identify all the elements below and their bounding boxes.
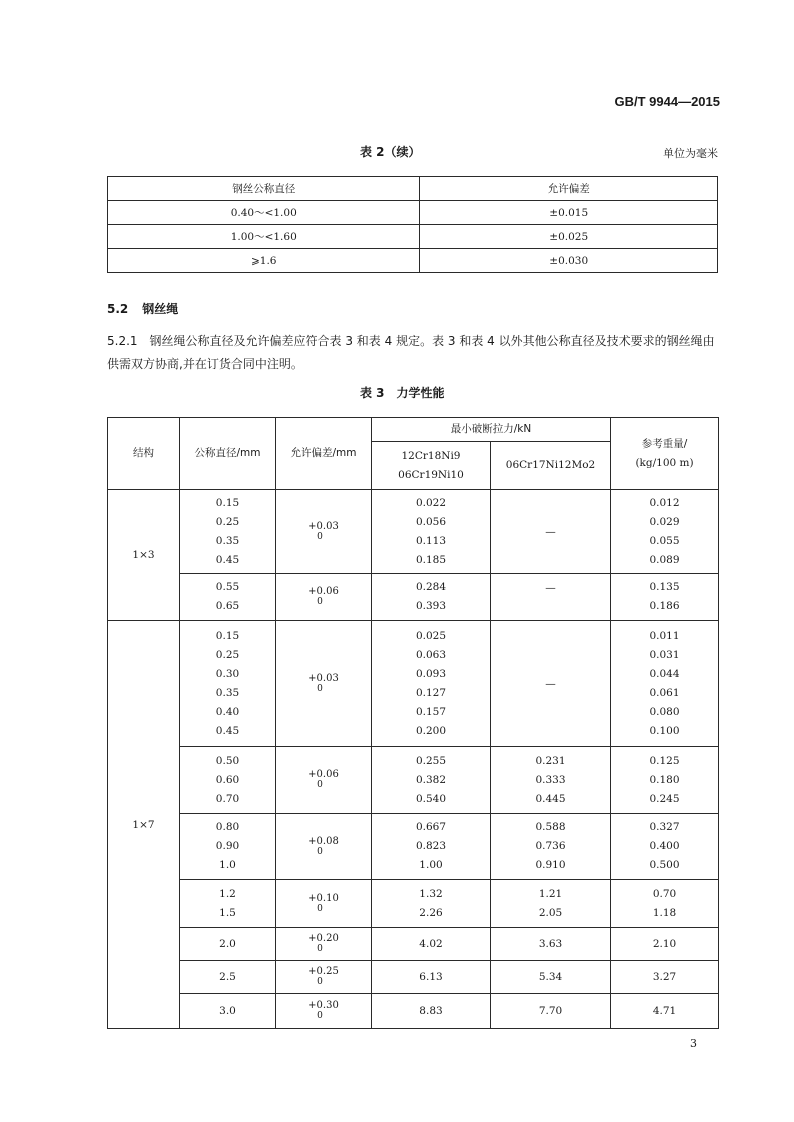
table-row — [108, 574, 719, 621]
structure-cell: 1×7 — [108, 621, 180, 1029]
force-grade1-cell-value: 0.255 — [415, 754, 447, 767]
tolerance-upper: +0.03 — [308, 520, 339, 532]
force-grade1-cell-value: 8.83 — [419, 1004, 443, 1017]
table3 — [107, 417, 719, 1029]
table2-unit: 单位为毫米 — [663, 147, 718, 160]
weight-cell-value: 0.327 — [649, 821, 680, 833]
force-grade1-cell — [372, 994, 491, 1029]
diameter-cell-value: 1.0 — [219, 859, 236, 871]
force-grade2-cell — [491, 490, 611, 574]
diameter-cell-value: 0.45 — [215, 553, 240, 566]
diameter-cell-value: 2.5 — [219, 970, 236, 983]
diameter-cell-value: 2.0 — [219, 937, 236, 950]
header-weight-line2: (kg/100 m) — [635, 456, 694, 469]
force-grade2-cell — [491, 621, 611, 747]
header-tolerance: 允许偏差/mm — [276, 418, 372, 490]
header-grade1 — [372, 442, 491, 490]
tolerance-upper: +0.06 — [308, 586, 339, 597]
weight-cell-value: 0.029 — [649, 515, 680, 528]
weight-cell-value: 0.245 — [649, 792, 680, 805]
table-row — [108, 814, 719, 880]
table-row — [108, 994, 719, 1029]
table2-cell: ±0.015 — [420, 201, 718, 225]
structure-cell: 1×3 — [108, 490, 180, 621]
table2-header-cell: 钢丝公称直径 — [108, 177, 420, 201]
weight-cell-value: 0.089 — [649, 553, 680, 566]
tolerance-upper: +0.20 — [308, 933, 339, 944]
diameter-cell-value: 1.2 — [219, 887, 236, 900]
weight-cell-value: 0.400 — [649, 840, 680, 852]
clause-text: 钢丝绳公称直径及允许偏差应符合表 3 和表 4 规定。表 3 和表 4 以外其他公称直径及技术要求的钢丝绳由供需双方协商,并在订货合同中注明。 — [107, 334, 715, 371]
force-grade1-cell-value: 0.823 — [415, 840, 447, 852]
weight-cell — [611, 621, 719, 747]
diameter-cell-value: 0.70 — [215, 792, 240, 805]
force-grade2-cell-value: 0.333 — [535, 773, 566, 786]
tolerance-upper: +0.25 — [308, 966, 339, 977]
table2 — [107, 176, 718, 273]
diameter-cell-value: 1.5 — [219, 906, 236, 919]
header-structure: 结构 — [108, 418, 180, 490]
diameter-cell — [180, 490, 276, 574]
weight-cell-value: 4.71 — [652, 1004, 677, 1017]
weight-cell-value: 0.061 — [649, 686, 680, 699]
force-grade1-cell-value: 0.127 — [415, 686, 447, 699]
section-title: 钢丝绳 — [142, 302, 179, 316]
tolerance-value — [308, 673, 339, 695]
force-grade1-cell — [372, 490, 491, 574]
force-grade1-cell-value: 0.382 — [415, 773, 447, 786]
diameter-cell-value: 0.25 — [215, 515, 240, 528]
weight-cell-value: 0.080 — [649, 705, 680, 718]
table2-cell: 1.00～<1.60 — [108, 225, 420, 249]
weight-cell-value: 0.70 — [652, 887, 677, 900]
force-grade1-cell-value: 0.185 — [415, 553, 447, 566]
weight-cell-value: 1.18 — [652, 906, 677, 919]
table-row — [108, 225, 718, 249]
force-grade1-cell-value: 0.056 — [415, 515, 447, 528]
tolerance-value — [308, 1000, 339, 1022]
diameter-cell-value: 0.15 — [215, 496, 240, 509]
table-row — [108, 880, 719, 928]
weight-cell — [611, 961, 719, 994]
table3-title: 表 3 力学性能 — [360, 386, 445, 400]
tolerance-cell — [276, 814, 372, 880]
tolerance-value — [308, 586, 339, 608]
weight-cell-value: 0.011 — [649, 629, 680, 642]
force-grade2-cell — [491, 928, 611, 961]
tolerance-lower: 0 — [317, 903, 323, 914]
tolerance-value — [308, 893, 339, 915]
header-diameter: 公称直径/mm — [180, 418, 276, 490]
force-grade1-cell-value: 0.093 — [415, 667, 447, 680]
weight-cell-value: 0.055 — [649, 534, 680, 547]
page-number: 3 — [690, 1037, 697, 1050]
table2-cell: 0.40～<1.00 — [108, 201, 420, 225]
diameter-cell-value: 0.40 — [215, 705, 240, 718]
weight-cell-value: 0.125 — [649, 754, 680, 767]
weight-cell — [611, 928, 719, 961]
tolerance-cell — [276, 490, 372, 574]
force-grade2-cell-value: 3.63 — [538, 937, 563, 950]
tolerance-cell — [276, 747, 372, 814]
tolerance-lower: 0 — [317, 531, 323, 542]
diameter-cell — [180, 961, 276, 994]
diameter-cell — [180, 880, 276, 928]
grade1-line2: 06Cr19Ni10 — [398, 468, 464, 481]
standard-code: GB/T 9944—2015 — [614, 94, 720, 109]
tolerance-upper: +0.10 — [308, 892, 339, 904]
force-grade2-cell-value: 7.70 — [538, 1004, 563, 1017]
table2-cell: ⩾1.6 — [108, 249, 420, 273]
force-grade1-cell-value: 6.13 — [419, 970, 443, 983]
tolerance-lower: 0 — [317, 683, 323, 694]
diameter-cell-value: 0.35 — [215, 686, 240, 699]
diameter-cell-value: 0.15 — [215, 629, 240, 642]
tolerance-cell — [276, 574, 372, 621]
weight-cell-value: 0.186 — [649, 600, 680, 612]
table-row — [108, 490, 719, 574]
force-grade2-cell-value: 0.231 — [535, 754, 566, 767]
diameter-cell-value: 0.45 — [215, 724, 240, 737]
table2-cell: ±0.025 — [420, 225, 718, 249]
weight-cell-value: 2.10 — [652, 937, 677, 950]
force-grade2-cell-value: 0.445 — [535, 792, 566, 805]
force-grade2-cell — [491, 814, 611, 880]
force-grade2-cell — [491, 574, 611, 621]
table3-header-row — [108, 418, 719, 442]
weight-cell-value: 0.500 — [649, 859, 680, 871]
tolerance-cell — [276, 880, 372, 928]
force-grade1-cell-value: 0.540 — [415, 792, 447, 805]
force-grade2-cell-value: 0.736 — [535, 840, 566, 852]
weight-cell-value: 0.135 — [649, 581, 680, 593]
force-grade2-cell-value: 0.588 — [535, 821, 566, 833]
force-grade1-cell-value: 0.113 — [415, 534, 447, 547]
table-row — [108, 621, 719, 747]
header-weight — [611, 418, 719, 490]
table-row — [108, 747, 719, 814]
force-grade1-cell-value: 0.157 — [415, 705, 447, 718]
tolerance-cell — [276, 961, 372, 994]
force-grade1-cell-value: 0.025 — [415, 629, 447, 642]
force-grade1-cell-value: 1.00 — [419, 859, 443, 871]
table-row — [108, 201, 718, 225]
diameter-cell-value: 0.55 — [215, 581, 240, 593]
force-grade2-cell — [491, 880, 611, 928]
diameter-cell-value: 0.25 — [215, 648, 240, 661]
force-grade1-cell — [372, 621, 491, 747]
tolerance-lower: 0 — [317, 944, 323, 954]
not-applicable-dash: — — [545, 677, 556, 690]
tolerance-lower: 0 — [317, 846, 323, 857]
table-row — [108, 961, 719, 994]
force-grade1-cell — [372, 747, 491, 814]
diameter-cell-value: 0.90 — [215, 840, 240, 852]
not-applicable-dash: — — [545, 582, 556, 594]
diameter-cell-value: 0.80 — [215, 821, 240, 833]
table2-header-cell: 允许偏差 — [420, 177, 718, 201]
diameter-cell-value: 0.60 — [215, 773, 240, 786]
tolerance-lower: 0 — [317, 977, 323, 987]
tolerance-value — [308, 966, 339, 988]
header-breaking-force: 最小破断拉力/kN — [372, 418, 611, 442]
force-grade1-cell — [372, 880, 491, 928]
force-grade2-cell-value: 1.21 — [538, 887, 563, 900]
force-grade1-cell-value: 0.284 — [415, 581, 447, 593]
weight-cell — [611, 747, 719, 814]
force-grade1-cell-value: 0.667 — [415, 821, 447, 833]
force-grade2-cell-value: 2.05 — [538, 906, 563, 919]
table-row — [108, 928, 719, 961]
force-grade1-cell-value: 0.063 — [415, 648, 447, 661]
weight-cell — [611, 814, 719, 880]
weight-cell-value: 0.180 — [649, 773, 680, 786]
force-grade2-cell — [491, 994, 611, 1029]
tolerance-upper: +0.30 — [308, 1000, 339, 1011]
diameter-cell — [180, 574, 276, 621]
table2-title: 表 2（续） — [360, 145, 421, 159]
tolerance-cell — [276, 928, 372, 961]
force-grade1-cell-value: 0.393 — [415, 600, 447, 612]
header-grade2: 06Cr17Ni12Mo2 — [491, 442, 611, 490]
tolerance-lower: 0 — [317, 780, 323, 790]
weight-cell-value: 0.044 — [649, 667, 680, 680]
diameter-cell — [180, 928, 276, 961]
diameter-cell — [180, 621, 276, 747]
weight-cell-value: 0.100 — [649, 724, 680, 737]
header-weight-line1: 参考重量/ — [641, 437, 688, 450]
weight-cell-value: 0.012 — [649, 496, 680, 509]
table2-cell: ±0.030 — [420, 249, 718, 273]
tolerance-value — [308, 521, 339, 543]
section-heading — [107, 300, 178, 317]
section-number: 5.2 — [107, 302, 129, 316]
force-grade2-cell-value: 0.910 — [535, 859, 566, 871]
force-grade1-cell-value: 0.022 — [415, 496, 447, 509]
not-applicable-dash: — — [545, 525, 556, 538]
weight-cell-value: 3.27 — [652, 970, 677, 983]
tolerance-upper: +0.08 — [308, 835, 339, 847]
force-grade2-cell — [491, 961, 611, 994]
diameter-cell-value: 0.50 — [215, 754, 240, 767]
diameter-cell — [180, 994, 276, 1029]
force-grade1-cell — [372, 928, 491, 961]
tolerance-cell — [276, 994, 372, 1029]
tolerance-upper: +0.03 — [308, 672, 339, 684]
force-grade1-cell-value: 1.32 — [419, 887, 443, 900]
diameter-cell — [180, 747, 276, 814]
weight-cell — [611, 490, 719, 574]
tolerance-value — [308, 933, 339, 955]
tolerance-value — [308, 769, 339, 791]
force-grade2-cell-value: 5.34 — [538, 970, 563, 983]
table2-header-row — [108, 177, 718, 201]
diameter-cell-value: 0.30 — [215, 667, 240, 680]
force-grade1-cell-value: 0.200 — [415, 724, 447, 737]
tolerance-cell — [276, 621, 372, 747]
tolerance-value — [308, 836, 339, 858]
tolerance-upper: +0.06 — [308, 769, 339, 780]
clause-number: 5.2.1 — [107, 334, 138, 348]
force-grade1-cell — [372, 814, 491, 880]
diameter-cell — [180, 814, 276, 880]
diameter-cell-value: 3.0 — [219, 1004, 236, 1017]
clause-paragraph — [107, 330, 719, 376]
force-grade1-cell-value: 4.02 — [419, 937, 443, 950]
force-grade2-cell — [491, 747, 611, 814]
force-grade1-cell — [372, 961, 491, 994]
weight-cell — [611, 994, 719, 1029]
diameter-cell-value: 0.35 — [215, 534, 240, 547]
diameter-cell-value: 0.65 — [215, 600, 240, 612]
weight-cell — [611, 574, 719, 621]
tolerance-lower: 0 — [317, 1011, 323, 1021]
force-grade1-cell-value: 2.26 — [419, 906, 443, 919]
tolerance-lower: 0 — [317, 597, 323, 607]
weight-cell — [611, 880, 719, 928]
table-row — [108, 249, 718, 273]
weight-cell-value: 0.031 — [649, 648, 680, 661]
grade1-line1: 12Cr18Ni9 — [401, 449, 461, 462]
force-grade1-cell — [372, 574, 491, 621]
